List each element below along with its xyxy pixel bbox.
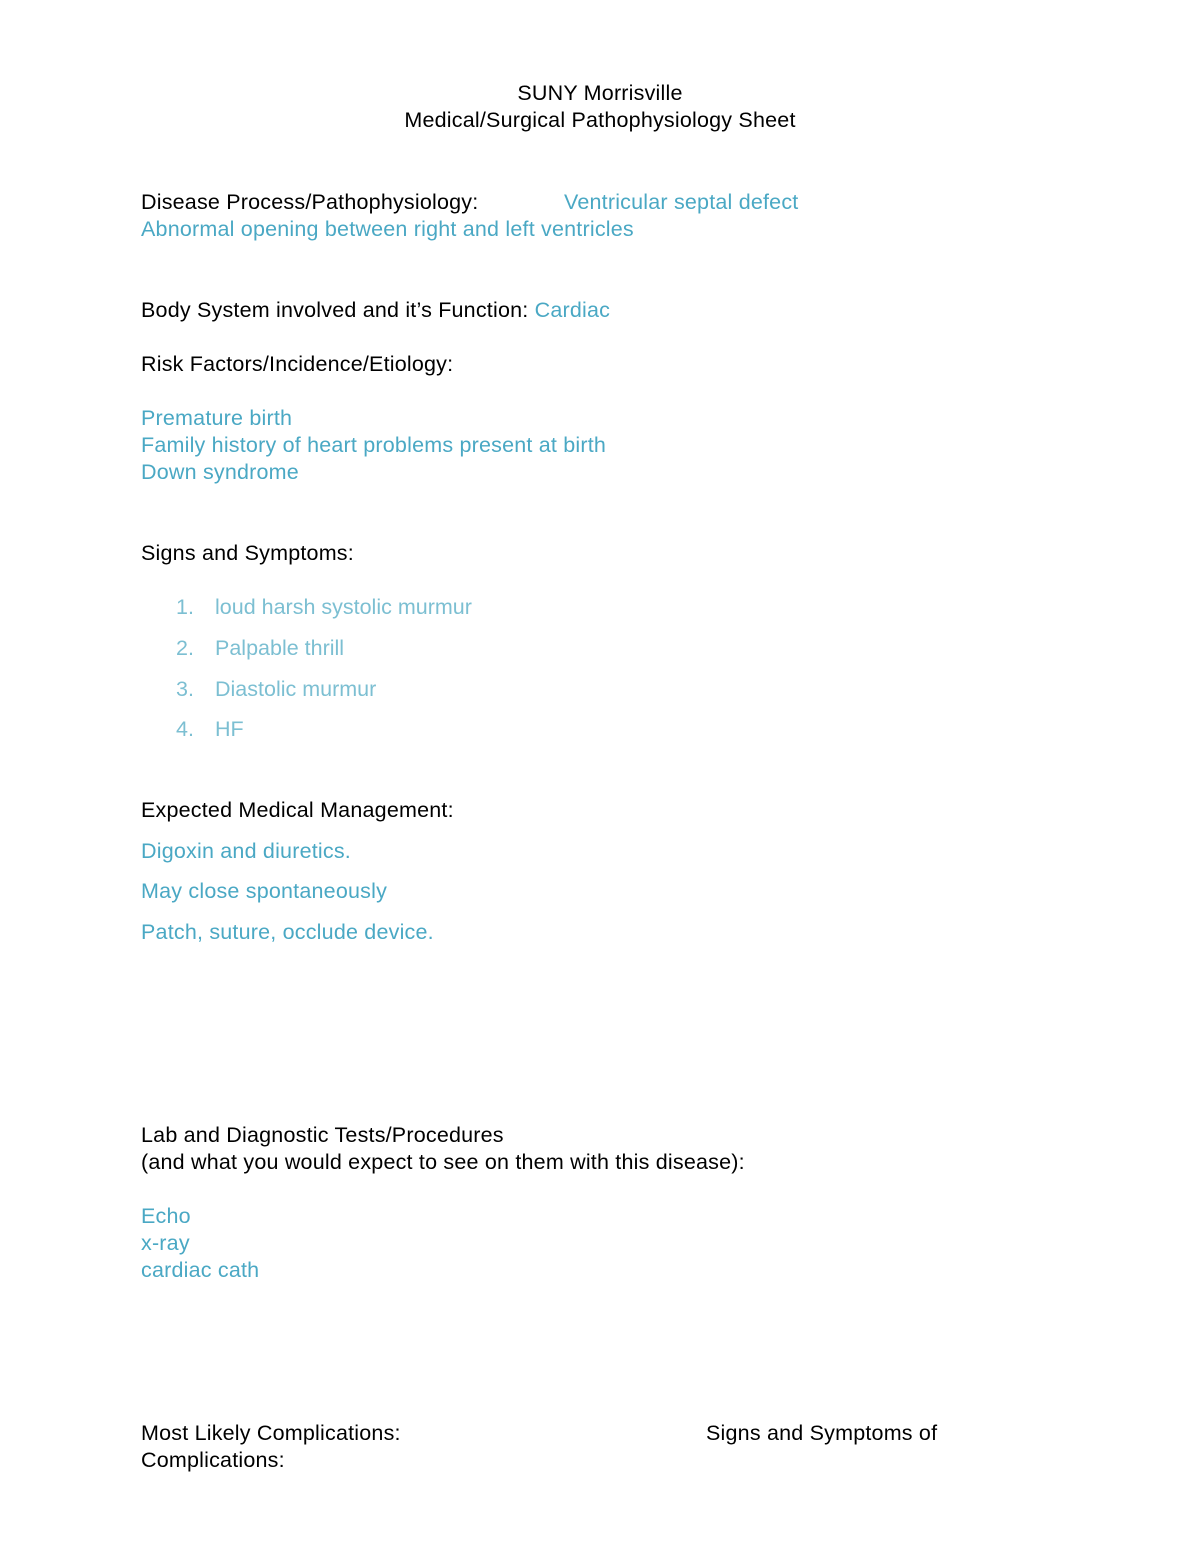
body-system-value: Cardiac — [534, 298, 611, 322]
symptom-item: loud harsh systolic murmur — [215, 595, 472, 619]
lab-test-item: x-ray — [141, 1231, 190, 1255]
symptom-number: 3. — [176, 677, 194, 701]
risk-factor-item: Premature birth — [141, 406, 293, 430]
lab-test-item: cardiac cath — [141, 1258, 260, 1282]
complications-label: Most Likely Complications: — [141, 1421, 401, 1445]
symptom-item: Diastolic murmur — [215, 677, 377, 701]
disease-name: Ventricular septal defect — [564, 190, 799, 214]
lab-test-item: Echo — [141, 1204, 191, 1228]
body-system-row — [141, 297, 610, 324]
symptom-item: Palpable thrill — [215, 636, 345, 660]
management-item: May close spontaneously — [141, 879, 388, 903]
lab-tests-label: Lab and Diagnostic Tests/Procedures — [141, 1123, 504, 1147]
sheet-title: Medical/Surgical Pathophysiology Sheet — [404, 108, 796, 132]
management-item: Patch, suture, occlude device. — [141, 920, 434, 944]
medical-management-label: Expected Medical Management: — [141, 798, 454, 822]
complications-label-cont: Complications: — [141, 1448, 285, 1472]
risk-factor-item: Family history of heart problems present at birth — [141, 433, 607, 457]
lab-tests-sublabel: (and what you would expect to see on them with this disease): — [141, 1150, 745, 1174]
disease-process-label: Disease Process/Pathophysiology: — [141, 190, 479, 214]
symptom-item: HF — [215, 717, 244, 741]
complications-signs-label: Signs and Symptoms of — [706, 1421, 938, 1445]
disease-description: Abnormal opening between right and left ventricles — [141, 217, 634, 241]
symptom-number: 4. — [176, 717, 194, 741]
risk-factors-label: Risk Factors/Incidence/Etiology: — [141, 352, 454, 376]
body-system-label: Body System involved and it’s Function: — [141, 298, 529, 322]
signs-symptoms-label: Signs and Symptoms: — [141, 541, 354, 565]
institution-name: SUNY Morrisville — [517, 81, 683, 105]
management-item: Digoxin and diuretics. — [141, 839, 351, 863]
symptom-number: 2. — [176, 636, 194, 660]
symptom-number: 1. — [176, 595, 194, 619]
risk-factor-item: Down syndrome — [141, 460, 299, 484]
